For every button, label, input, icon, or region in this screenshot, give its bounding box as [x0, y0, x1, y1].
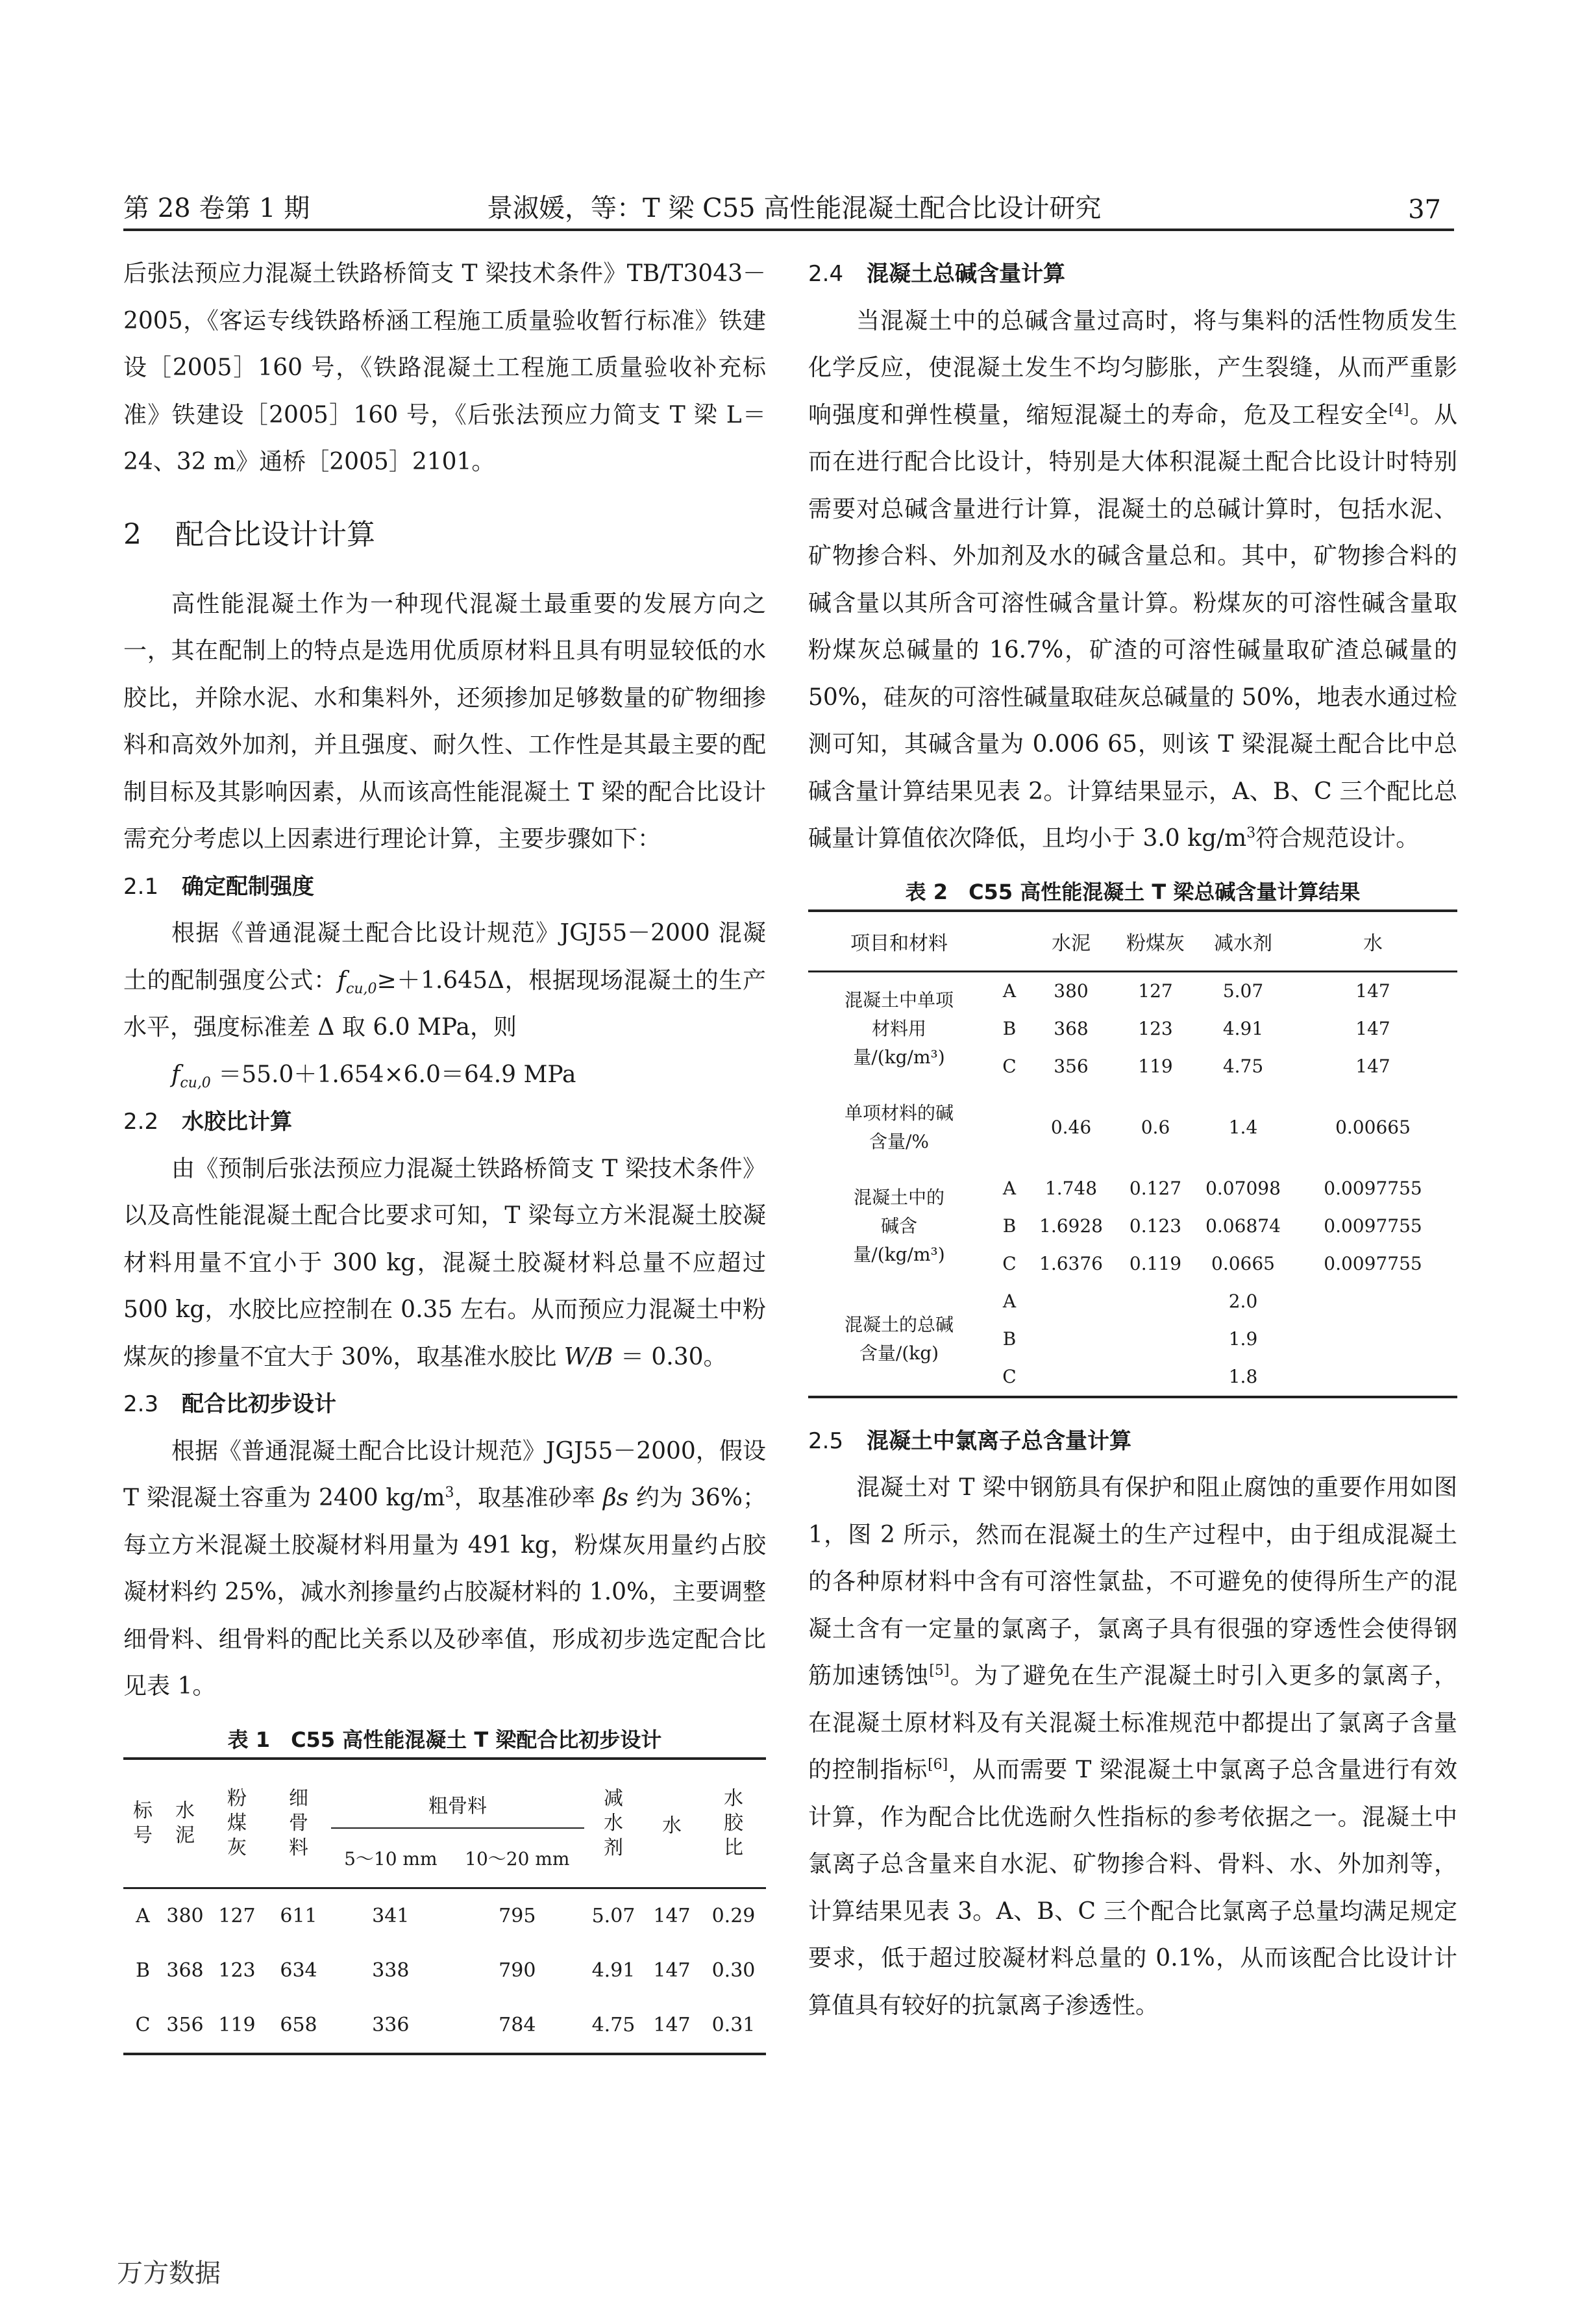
section-number: 2	[123, 517, 142, 551]
cell: 795	[499, 1905, 536, 1927]
cell: 0.6	[1141, 1117, 1170, 1138]
citation-ref: [5]	[929, 1663, 950, 1679]
cell: 368	[166, 1959, 204, 1982]
cell: 4.91	[591, 1959, 636, 1982]
cell: 5.07	[591, 1905, 636, 1927]
cell: 336	[372, 2014, 410, 2036]
cell: A	[1002, 980, 1017, 1002]
cell: 338	[372, 1959, 410, 1982]
group-label-text: 单项材料的碱含量/%	[844, 1102, 954, 1152]
col-header-label	[123, 1759, 162, 1888]
subsection-heading-2-2	[123, 1098, 766, 1146]
cell: 0.0097755	[1324, 1253, 1422, 1274]
cell: 784	[499, 2014, 536, 2036]
cell: 127	[218, 1905, 256, 1927]
cell: 123	[1138, 1018, 1173, 1039]
cell: 356	[1054, 1056, 1089, 1077]
right-column	[808, 251, 1457, 2029]
group-label-text: 混凝土中的碱含量/(kg/m³)	[853, 1186, 945, 1265]
subsection-heading-2-1	[123, 863, 766, 911]
cell	[990, 1085, 1029, 1170]
section-title: 配合比设计计算	[175, 517, 375, 551]
group-label	[808, 1283, 990, 1397]
table2-title: 表 2 C55 高性能混凝土 T 梁总碱含量计算结果	[905, 879, 1361, 904]
header-text: 减水剂	[604, 1786, 623, 1859]
col-header-cement	[162, 1759, 208, 1888]
cell: 1.6928	[1039, 1215, 1103, 1237]
cell: B	[1002, 1215, 1017, 1237]
group-label	[808, 1170, 990, 1283]
superscript: 3	[445, 1485, 454, 1501]
cell: A	[136, 1905, 150, 1927]
running-header	[123, 190, 1454, 231]
s25-text-c: ，从而需要 T 梁混凝土中氯离子总含量进行有效计算，作为配合比优选耐久性指标的参考依据之一。混凝土中氯离子总含量来自水泥、矿物掺合料、骨料、水、外加剂等，计算结果见表 3。A、B、C 三个配合比氯离子总量均满足规定要求，低于超过胶凝材料总量的 0.1%，从而该配合比设计计算值具有较好的抗氯离子渗透性。	[808, 1757, 1457, 2019]
subsection-number: 2.3	[123, 1391, 159, 1417]
cell: 380	[166, 1905, 204, 1927]
col-header-mix	[990, 911, 1029, 972]
cell: 4.75	[591, 2014, 636, 2036]
header-text: 细骨料	[289, 1786, 308, 1859]
formula-subscript: cu,0	[346, 980, 377, 997]
cell: 1.6376	[1039, 1253, 1103, 1274]
cell: C	[1002, 1056, 1017, 1077]
col-header-coarse-10-20: 10～20 mm	[451, 1828, 584, 1888]
subsection-title: 水胶比计算	[182, 1109, 292, 1135]
cell: 4.91	[1222, 1018, 1264, 1039]
cell: 0.123	[1129, 1215, 1182, 1237]
s23-text-a: 根据《普通混凝土配合比设计规范》JGJ55－2000，假设 T 梁混凝土容重为 2400 kg/m	[123, 1437, 766, 1511]
intro-paragraph: 后张法预应力混凝土铁路桥简支 T 梁技术条件》TB/T3043－2005，《客运专线铁路桥涵工程施工质量验收暂行标准》铁建设［2005］160 号，《铁路混凝土工程施工质量验收补充标准》铁建设［2005］160 号，《后张法预应力简支 T 梁 L＝24、32 m》通桥［2005］2101。	[123, 260, 766, 475]
left-column	[123, 251, 766, 2055]
cell: 0.127	[1129, 1178, 1182, 1199]
cell: C	[1002, 1253, 1017, 1274]
table-row	[808, 971, 1457, 1010]
table1-title: 表 1 C55 高性能混凝土 T 梁配合比初步设计	[227, 1727, 662, 1752]
subsection-heading-2-3	[123, 1381, 766, 1428]
subsection-heading-2-5	[808, 1418, 1457, 1465]
col-header-flyash	[208, 1759, 266, 1888]
s23-text-b: ，取基准砂率	[454, 1485, 603, 1511]
cell: 1.8	[1228, 1366, 1258, 1387]
s24-text-c: 符合规范设计。	[1255, 825, 1420, 852]
cell: C	[135, 2014, 151, 2036]
cell: 147	[653, 1905, 691, 1927]
col-header-coarse: 粗骨料	[331, 1759, 584, 1828]
subsection-title: 确定配制强度	[182, 873, 314, 900]
cell: 4.75	[1222, 1056, 1264, 1077]
col-header-flyash: 粉煤灰	[1113, 911, 1198, 972]
cell: 0.31	[711, 2014, 756, 2036]
cell: 119	[1138, 1056, 1173, 1077]
col-header-fine	[266, 1759, 331, 1888]
col-header-water: 水	[643, 1759, 701, 1888]
table1	[123, 1757, 766, 2055]
subsection-title: 混凝土总碱含量计算	[867, 261, 1065, 287]
cell: 119	[218, 2014, 256, 2036]
running-title: 景淑媛，等：T 梁 C55 高性能混凝土配合比设计研究	[487, 193, 1102, 223]
cell: 0.30	[711, 1959, 756, 1982]
s23-paragraph	[123, 1428, 766, 1711]
col-header-water: 水	[1289, 911, 1457, 972]
cell: 634	[280, 1959, 317, 1982]
cell: B	[135, 1959, 151, 1982]
s22-text-end: ＝ 0.30。	[613, 1343, 727, 1370]
cell: A	[1002, 1291, 1017, 1312]
col-header-cement: 水泥	[1029, 911, 1113, 972]
cell: 356	[166, 2014, 204, 2036]
s25-text-b: 。为了避免在生产混凝土时引入更多的氯离子，在混凝土原材料及有关混凝土标准规范中都提出了氯离子含量的控制指标	[808, 1663, 1457, 1783]
cell: 658	[280, 2014, 317, 2036]
section-heading-2	[123, 512, 766, 558]
cell: 147	[1355, 1056, 1390, 1077]
table-row	[123, 1998, 766, 2054]
header-text: 水胶比	[724, 1786, 743, 1859]
citation-ref: [4]	[1389, 401, 1409, 418]
section2-paragraph: 高性能混凝土作为一种现代混凝土最重要的发展方向之一，其在配制上的特点是选用优质原材料且具有明显较低的水胶比，并除水泥、水和集料外，还须掺加足够数量的矿物细掺料和高效外加剂，并且强度、耐久性、工作性是其最主要的配制目标及其影响因素，从而该高性能混凝土 T 梁的配合比设计需充分考虑以上因素进行理论计算，主要步骤如下：	[123, 590, 766, 852]
beta-symbol: βs	[602, 1485, 629, 1511]
s24-paragraph	[808, 298, 1457, 863]
formula-subscript: cu,0	[180, 1074, 211, 1091]
s25-text-a: 混凝土对 T 梁中钢筋具有保护和阻止腐蚀的重要作用如图 1，图 2 所示，然而在混凝土的生产过程中，由于组成混凝土的各种原材料中含有可溶性氯盐，不可避免的使得所生产的混凝土含有一定量的氯离子，氯离子具有很强的穿透性会使得钢筋加速锈蚀	[808, 1474, 1457, 1689]
subsection-number: 2.4	[808, 261, 844, 287]
cell: 611	[280, 1905, 317, 1927]
cell: 147	[1355, 1018, 1390, 1039]
s23-text-c: 约为 36%；每立方米混凝土胶凝材料用量为 491 kg，粉煤灰用量约占胶凝材料约 25%，减水剂掺量约占胶凝材料的 1.0%，主要调整细骨料、组骨料的配比关系以及砂率值，形成初步选定配合比见表 1。	[123, 1485, 766, 1700]
cell: 147	[653, 1959, 691, 1982]
cell: 0.07098	[1205, 1178, 1281, 1199]
superscript: 3	[1246, 825, 1256, 841]
cell: 341	[372, 1905, 410, 1927]
cell: 147	[653, 2014, 691, 2036]
cell: 1.748	[1044, 1178, 1098, 1199]
page-number: 37	[1408, 195, 1441, 225]
cell: 380	[1054, 980, 1089, 1002]
cell: 0.0665	[1211, 1253, 1275, 1274]
wb-symbol: W/B	[563, 1343, 613, 1370]
cell: 0.0097755	[1324, 1178, 1422, 1199]
s21-paragraph	[123, 910, 766, 1052]
table-row	[123, 1944, 766, 1998]
subsection-heading-2-4	[808, 251, 1457, 298]
col-header-item: 项目和材料	[808, 911, 990, 972]
formula-expression: ＝55.0＋1.654×6.0＝64.9 MPa	[210, 1061, 576, 1088]
header-text: 标号	[133, 1799, 153, 1847]
formula-symbol: f	[171, 1061, 180, 1088]
subsection-number: 2.5	[808, 1428, 844, 1454]
table2	[808, 909, 1457, 1398]
cell: 123	[218, 1959, 256, 1982]
table-row	[808, 1170, 1457, 1207]
header-text: 水泥	[175, 1799, 195, 1847]
table-row	[808, 1283, 1457, 1320]
formula-symbol: f	[337, 967, 347, 994]
cell: 0.00665	[1335, 1117, 1411, 1138]
col-header-wb	[701, 1759, 766, 1888]
table-row	[808, 1085, 1457, 1170]
s22-text: 由《预制后张法预应力混凝土铁路桥简支 T 梁技术条件》以及高性能混凝土配合比要求可知，T 梁每立方米混凝土胶凝材料用量不宜小于 300 kg，混凝土胶凝材料总量不应超过 500 kg，水胶比应控制在 0.35 左右。从而预应力混凝土中粉煤灰的掺量不宜大于 30%，取基准水胶比	[123, 1155, 766, 1370]
cell: 1.9	[1228, 1328, 1258, 1350]
group-label-text: 混凝土中单项材料用量/(kg/m³)	[844, 989, 954, 1068]
subsection-number: 2.1	[123, 873, 159, 900]
journal-issue: 第 28 卷第 1 期	[123, 193, 310, 223]
cell: 0.119	[1129, 1253, 1182, 1274]
cell: B	[1002, 1018, 1017, 1039]
cell: 147	[1355, 980, 1390, 1002]
cell: 5.07	[1222, 980, 1264, 1002]
formula-line	[123, 1052, 766, 1099]
col-header-reducer	[584, 1759, 643, 1888]
group-label-text: 混凝土的总碱含量/(kg)	[844, 1313, 954, 1364]
table-row	[123, 1888, 766, 1944]
subsection-title: 配合比初步设计	[182, 1391, 336, 1417]
s21-text-b: ≥＋1.645Δ，根据现场混凝土的生产水平，强度标准差 Δ 取 6.0 MPa，则	[123, 967, 766, 1041]
s25-paragraph	[808, 1465, 1457, 2029]
cell: A	[1002, 1178, 1017, 1199]
cell: 0.46	[1050, 1117, 1092, 1138]
s24-text-a: 当混凝土中的总碱含量过高时，将与集料的活性物质发生化学反应，使混凝土发生不均匀膨胀，产生裂缝，从而严重影响强度和弹性模量，缩短混凝土的寿命，危及工程安全	[808, 307, 1457, 428]
cell: 2.0	[1228, 1291, 1258, 1312]
s24-text-b: 。从而在进行配合比设计，特别是大体积混凝土配合比设计时特别需要对总碱含量进行计算，混凝土的总碱计算时，包括水泥、矿物掺合料、外加剂及水的碱含量总和。其中，矿物掺合料的碱含量以其所含可溶性碱含量计算。粉煤灰的可溶性碱含量取粉煤灰总碱量的 16.7%，矿渣的可溶性碱量取矿渣总碱量的 50%，硅灰的可溶性碱量取硅灰总碱量的 50%，地表水通过检测可知，其碱含量为 0.006 65，则该 T 梁混凝土配合比中总碱含量计算结果见表 2。计算结果显示，A、B、C 三个配比总碱量计算值依次降低，且均小于 3.0 kg/m	[808, 401, 1457, 852]
subsection-title: 混凝土中氯离子总含量计算	[867, 1428, 1131, 1454]
cell: C	[1002, 1366, 1017, 1387]
cell: B	[1002, 1328, 1017, 1350]
header-text: 粉煤灰	[227, 1786, 247, 1859]
cell: 368	[1054, 1018, 1089, 1039]
group-label	[808, 971, 990, 1085]
cell: 0.0097755	[1324, 1215, 1422, 1237]
group-label	[808, 1085, 990, 1170]
subsection-number: 2.2	[123, 1109, 159, 1135]
cell: 1.4	[1228, 1117, 1258, 1138]
col-header-coarse-5-10: 5～10 mm	[331, 1828, 451, 1888]
cell: 790	[499, 1959, 536, 1982]
s22-paragraph	[123, 1146, 766, 1381]
cell: 0.29	[711, 1905, 756, 1927]
citation-ref: [6]	[928, 1757, 948, 1773]
cell: 127	[1138, 980, 1173, 1002]
watermark: 万方数据	[117, 2258, 221, 2288]
cell: 0.06874	[1205, 1215, 1281, 1237]
col-header-reducer: 减水剂	[1198, 911, 1289, 972]
s21-text-a: 根据《普通混凝土配合比设计规范》JGJ55－2000 混凝土的配制强度公式：	[123, 920, 766, 994]
